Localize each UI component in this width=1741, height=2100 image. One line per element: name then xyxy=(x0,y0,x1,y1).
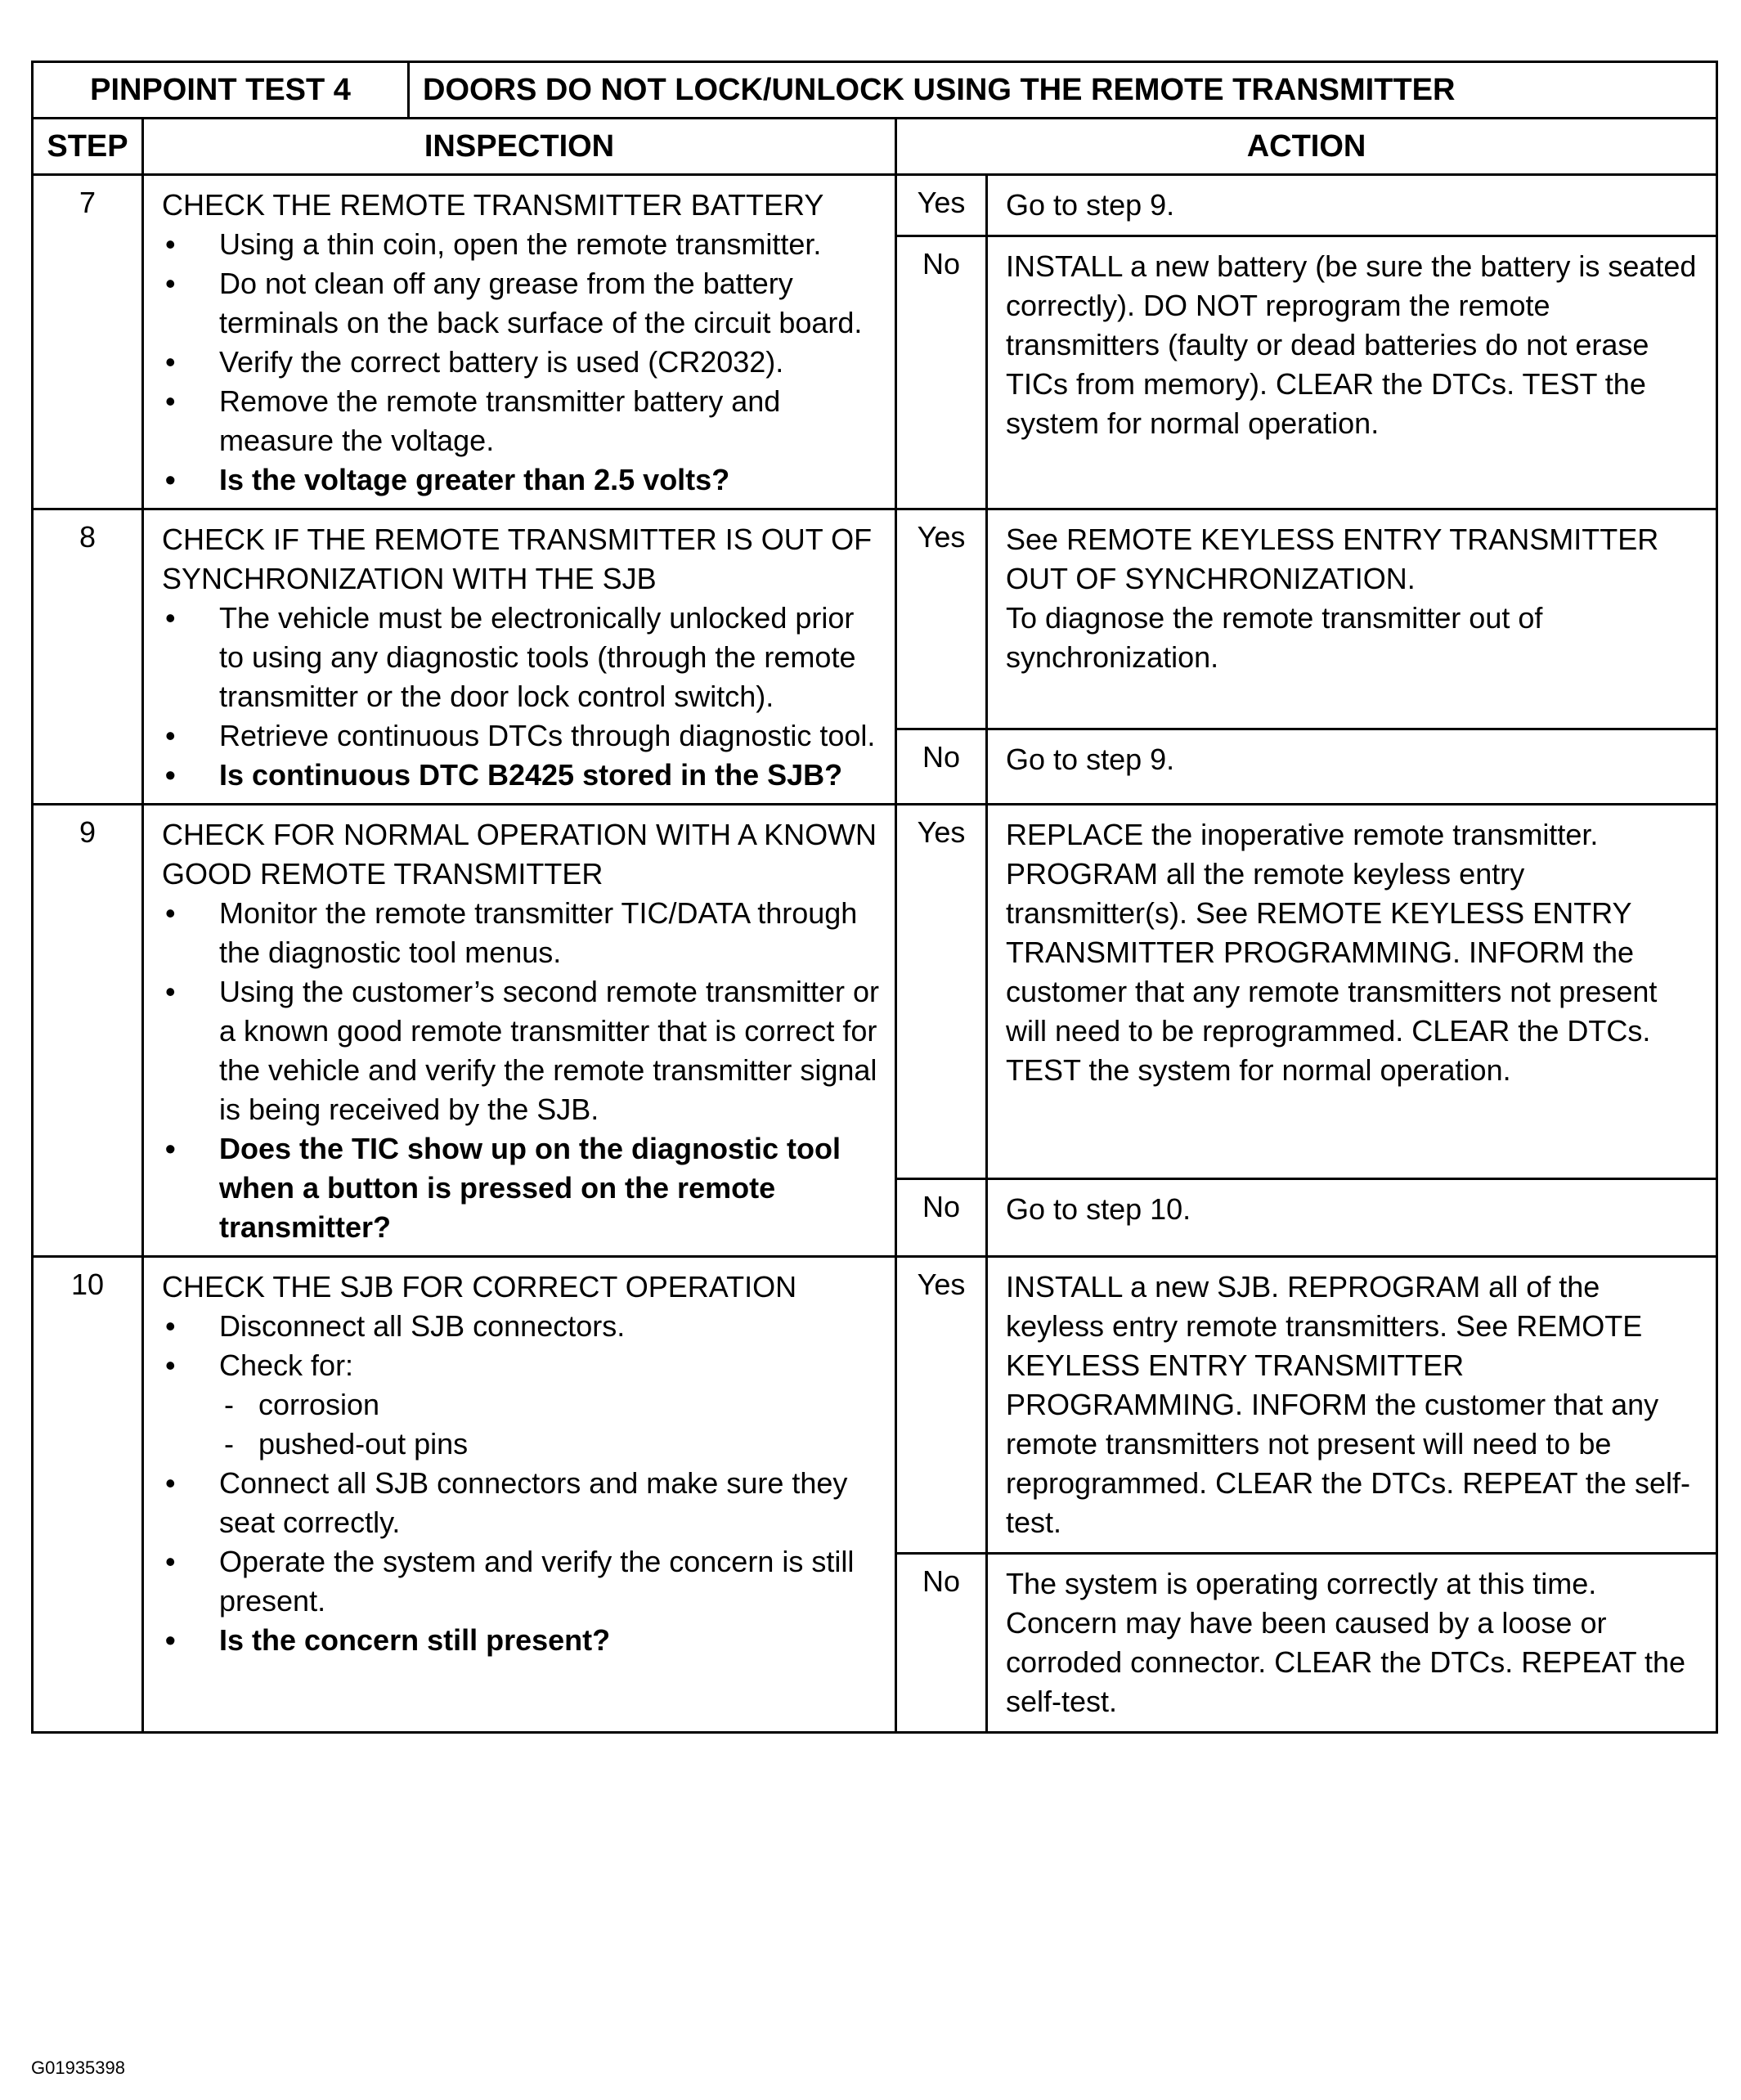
no-label: No xyxy=(896,236,987,509)
yes-label: Yes xyxy=(896,175,987,236)
column-header-action: ACTION xyxy=(896,119,1717,175)
no-action xyxy=(987,729,1717,804)
yes-action xyxy=(987,805,1717,1179)
inspection-title: CHECK FOR NORMAL OPERATION WITH A KNOWN GOOD REMOTE TRANSMITTER xyxy=(162,818,877,891)
inspection-cell xyxy=(143,805,896,1257)
action-text: Go to step 9. xyxy=(1006,742,1175,776)
inspection-title: CHECK THE REMOTE TRANSMITTER BATTERY xyxy=(162,188,824,222)
pinpoint-test-table xyxy=(31,61,1718,1734)
inspection-bullet: • Remove the remote transmitter battery and measure the voltage. xyxy=(162,382,882,460)
inspection-bullets xyxy=(162,894,882,1247)
yes-action xyxy=(987,1257,1717,1554)
inspection-question: • Is continuous DTC B2425 stored in the SJB? xyxy=(162,756,882,795)
inspection-bullet: • Using the customer’s second remote transmitter or a known good remote transmitter that is correct for the vehicle and verify the remote transmitter signal is being received by the SJB. xyxy=(162,972,882,1129)
inspection-bullet xyxy=(162,1346,882,1464)
action-text: Go to step 10. xyxy=(1006,1192,1191,1227)
column-header-row xyxy=(33,119,1717,175)
action-text: Go to step 9. xyxy=(1006,188,1175,222)
step-row-10 xyxy=(33,1257,1717,1554)
inspection-title: CHECK THE SJB FOR CORRECT OPERATION xyxy=(162,1270,797,1304)
yes-action xyxy=(987,175,1717,236)
step-number: 9 xyxy=(33,805,143,1257)
yes-label: Yes xyxy=(896,509,987,729)
inspection-bullet: • Disconnect all SJB connectors. xyxy=(162,1307,882,1346)
column-header-inspection: INSPECTION xyxy=(143,119,896,175)
sub-item: - corrosion xyxy=(219,1385,882,1425)
inspection-bullets xyxy=(162,225,882,500)
inspection-question: • Does the TIC show up on the diagnostic tool when a button is pressed on the remote transmitter? xyxy=(162,1129,882,1247)
action-text: The system is operating correctly at this time. Concern may have been caused by a loose or corroded connector. CLEAR the DTCs. REPEAT the self-test. xyxy=(1006,1567,1686,1718)
inspection-bullet: • Using a thin coin, open the remote transmitter. xyxy=(162,225,882,264)
step-number: 7 xyxy=(33,175,143,509)
action-text: To diagnose the remote transmitter out of synchronization. xyxy=(1006,601,1543,674)
inspection-cell xyxy=(143,509,896,805)
step-row-9 xyxy=(33,805,1717,1179)
action-text: INSTALL a new battery (be sure the battery is seated correctly). DO NOT reprogram the remote transmitters (faulty or dead batteries do not erase TICs from memory). CLEAR the DTCs. TEST the system for normal operation. xyxy=(1006,249,1697,440)
inspection-title: CHECK IF THE REMOTE TRANSMITTER IS OUT OF SYNCHRONIZATION WITH THE SJB xyxy=(162,523,873,595)
inspection-bullet-text: Check for: xyxy=(219,1348,354,1382)
inspection-bullet: • Operate the system and verify the concern is still present. xyxy=(162,1542,882,1621)
yes-label: Yes xyxy=(896,805,987,1179)
pinpoint-test-title: DOORS DO NOT LOCK/UNLOCK USING THE REMOTE TRANSMITTER xyxy=(409,62,1717,119)
no-action xyxy=(987,1179,1717,1257)
table-title-row xyxy=(33,62,1717,119)
inspection-bullet: • The vehicle must be electronically unlocked prior to using any diagnostic tools (through the remote transmitter or the door lock control switch). xyxy=(162,599,882,716)
figure-id: G01935398 xyxy=(31,2057,125,2078)
inspection-bullet: • Retrieve continuous DTCs through diagnostic tool. xyxy=(162,716,882,756)
no-label: No xyxy=(896,1554,987,1733)
inspection-question: • Is the voltage greater than 2.5 volts? xyxy=(162,460,882,500)
pinpoint-test-label: PINPOINT TEST 4 xyxy=(33,62,409,119)
inspection-bullets xyxy=(162,1307,882,1660)
sub-items xyxy=(219,1385,882,1464)
action-text: See REMOTE KEYLESS ENTRY TRANSMITTER OUT OF SYNCHRONIZATION. xyxy=(1006,523,1659,595)
inspection-bullet: • Connect all SJB connectors and make sure they seat correctly. xyxy=(162,1464,882,1542)
step-row-8 xyxy=(33,509,1717,729)
action-text: INSTALL a new SJB. REPROGRAM all of the keyless entry remote transmitters. See REMOTE KEYLESS ENTRY TRANSMITTER PROGRAMMING. INFORM the customer that any remote transmitters not present will need to be reprogrammed. CLEAR the DTCs. REPEAT the self-test. xyxy=(1006,1270,1690,1539)
inspection-cell xyxy=(143,175,896,509)
no-action xyxy=(987,1554,1717,1733)
inspection-cell xyxy=(143,1257,896,1733)
yes-label: Yes xyxy=(896,1257,987,1554)
yes-action xyxy=(987,509,1717,729)
step-row-7 xyxy=(33,175,1717,236)
inspection-bullet: • Do not clean off any grease from the battery terminals on the back surface of the circuit board. xyxy=(162,264,882,343)
step-number: 10 xyxy=(33,1257,143,1733)
no-label: No xyxy=(896,729,987,804)
inspection-bullets xyxy=(162,599,882,795)
inspection-bullet: • Monitor the remote transmitter TIC/DATA through the diagnostic tool menus. xyxy=(162,894,882,972)
sub-item: - pushed-out pins xyxy=(219,1425,882,1464)
no-label: No xyxy=(896,1179,987,1257)
no-action xyxy=(987,236,1717,509)
action-text: REPLACE the inoperative remote transmitter. PROGRAM all the remote keyless entry transmitter(s). See REMOTE KEYLESS ENTRY TRANSMITTER PROGRAMMING. INFORM the customer that any remote transmitters not present will need to be reprogrammed. CLEAR the DTCs. TEST the system for normal operation. xyxy=(1006,818,1658,1087)
step-number: 8 xyxy=(33,509,143,805)
inspection-question: • Is the concern still present? xyxy=(162,1621,882,1660)
column-header-step: STEP xyxy=(33,119,143,175)
inspection-bullet: • Verify the correct battery is used (CR2032). xyxy=(162,343,882,382)
